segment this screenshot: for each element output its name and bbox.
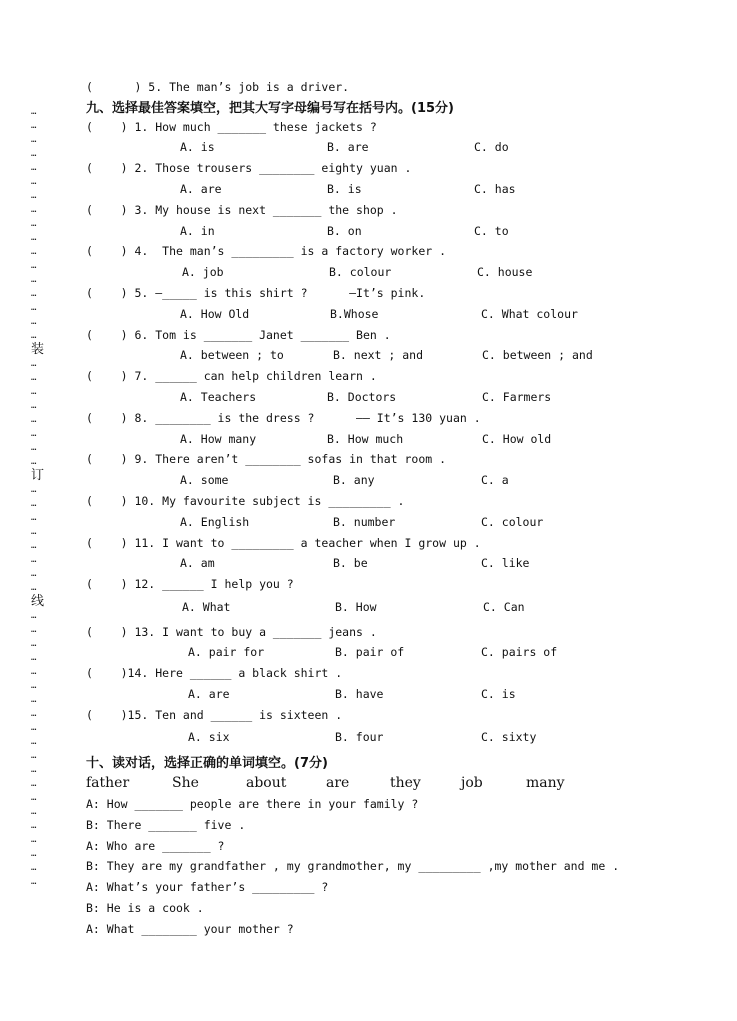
prev-question: ( ) 5. The man’s job is a driver.: [86, 80, 350, 94]
option-b: B. number: [333, 515, 396, 529]
option-a: A. pair for: [188, 645, 265, 659]
option-a: A. What: [182, 600, 231, 614]
option-c: C. sixty: [481, 730, 537, 744]
option-a: A. six: [188, 730, 230, 744]
dialogue-line: A: How _______ people are there in your family ?: [86, 797, 419, 811]
section9-title: 九、选择最佳答案填空，把其大写字母编号写在括号内。(15分): [86, 101, 454, 116]
question-stem: ( ) 1. How much _______ these jackets ?: [86, 120, 377, 134]
option-c: C. is: [481, 687, 516, 701]
option-b: B. have: [335, 687, 384, 701]
binding-margin: [31, 105, 47, 889]
option-b: B. colour: [329, 265, 392, 279]
section10-title: 十、读对话，选择正确的单词填空。(7分): [86, 756, 328, 771]
margin-char-ding: 订: [31, 468, 45, 483]
question-stem: ( ) 10. My favourite subject is _________ .: [86, 494, 405, 508]
option-b: B. How: [335, 600, 377, 614]
option-b: B.Whose: [330, 307, 379, 321]
margin-char-zhuang: 装: [31, 342, 45, 357]
option-a: A. How Old: [180, 307, 250, 321]
option-b: B. pair of: [335, 645, 405, 659]
word-bank-item: they: [390, 775, 421, 791]
option-c: C. do: [474, 140, 509, 154]
option-c: C. Farmers: [482, 390, 552, 404]
question-stem: ( ) 12. ______ I help you ?: [86, 577, 294, 591]
dialogue-line: B: There _______ five .: [86, 818, 246, 832]
question-stem: ( )14. Here ______ a black shirt .: [86, 666, 343, 680]
option-b: B. Doctors: [327, 390, 397, 404]
option-a: A. am: [180, 556, 215, 570]
option-a: A. some: [180, 473, 229, 487]
option-b: B. four: [335, 730, 384, 744]
question-stem: ( ) 8. ________ is the dress ? —— It’s 130 yuan .: [86, 411, 481, 425]
word-bank-item: father: [86, 775, 130, 791]
word-bank-item: many: [526, 775, 565, 791]
option-c: C. colour: [481, 515, 544, 529]
word-bank-item: She: [172, 775, 199, 791]
question-stem: ( ) 11. I want to _________ a teacher when I grow up .: [86, 536, 481, 550]
option-b: B. How much: [327, 432, 404, 446]
question-stem: ( ) 13. I want to buy a _______ jeans .: [86, 625, 377, 639]
option-a: A. How many: [180, 432, 257, 446]
option-c: C. a: [481, 473, 509, 487]
dialogue-line: A: Who are _______ ?: [86, 839, 225, 853]
option-c: C. pairs of: [481, 645, 558, 659]
question-stem: ( ) 6. Tom is _______ Janet _______ Ben .: [86, 328, 391, 342]
option-b: B. be: [333, 556, 368, 570]
option-b: B. are: [327, 140, 369, 154]
question-stem: ( ) 9. There aren’t ________ sofas in that room .: [86, 452, 447, 466]
option-a: A. job: [182, 265, 224, 279]
option-c: C. How old: [482, 432, 552, 446]
option-a: A. are: [180, 182, 222, 196]
option-c: C. has: [474, 182, 516, 196]
option-a: A. is: [180, 140, 215, 154]
option-c: C. to: [474, 224, 509, 238]
option-c: C. Can: [483, 600, 525, 614]
question-stem: ( ) 3. My house is next _______ the shop .: [86, 203, 398, 217]
word-bank-item: about: [246, 775, 287, 791]
margin-dots-top: … … … … … … … … … … … … … … … … …: [31, 107, 36, 341]
option-a: A. are: [188, 687, 230, 701]
option-b: B. is: [327, 182, 362, 196]
dialogue-line: B: They are my grandfather , my grandmother, my _________ ,my mother and me .: [86, 859, 620, 873]
option-a: A. Teachers: [180, 390, 257, 404]
question-stem: ( ) 4. The man’s _________ is a factory worker .: [86, 244, 447, 258]
word-bank-item: are: [326, 775, 350, 791]
option-a: A. English: [180, 515, 250, 529]
option-a: A. between ; to: [180, 348, 284, 362]
margin-char-xian: 线: [31, 594, 45, 609]
option-c: C. between ; and: [482, 348, 593, 362]
option-b: B. next ; and: [333, 348, 424, 362]
option-c: C. like: [481, 556, 530, 570]
option-c: C. What colour: [481, 307, 578, 321]
question-stem: ( ) 2. Those trousers ________ eighty yuan .: [86, 161, 412, 175]
question-stem: ( )15. Ten and ______ is sixteen .: [86, 708, 343, 722]
question-stem: ( ) 7. ______ can help children learn .: [86, 369, 377, 383]
dialogue-line: A: What ________ your mother ?: [86, 922, 294, 936]
option-a: A. in: [180, 224, 215, 238]
margin-dots-bottom: … … … … … … … … … … … … … … … … … … … …: [31, 611, 36, 887]
dialogue-line: B: He is a cook .: [86, 901, 204, 915]
margin-dots-mid2: … … … … … … … …: [31, 485, 36, 593]
option-b: B. any: [333, 473, 375, 487]
option-b: B. on: [327, 224, 362, 238]
question-stem: ( ) 5. —_____ is this shirt ? —It’s pink.: [86, 286, 426, 300]
option-c: C. house: [477, 265, 533, 279]
dialogue-line: A: What’s your father’s _________ ?: [86, 880, 329, 894]
word-bank-item: job: [461, 775, 483, 791]
margin-dots-mid: … … … … … … … …: [31, 359, 36, 467]
